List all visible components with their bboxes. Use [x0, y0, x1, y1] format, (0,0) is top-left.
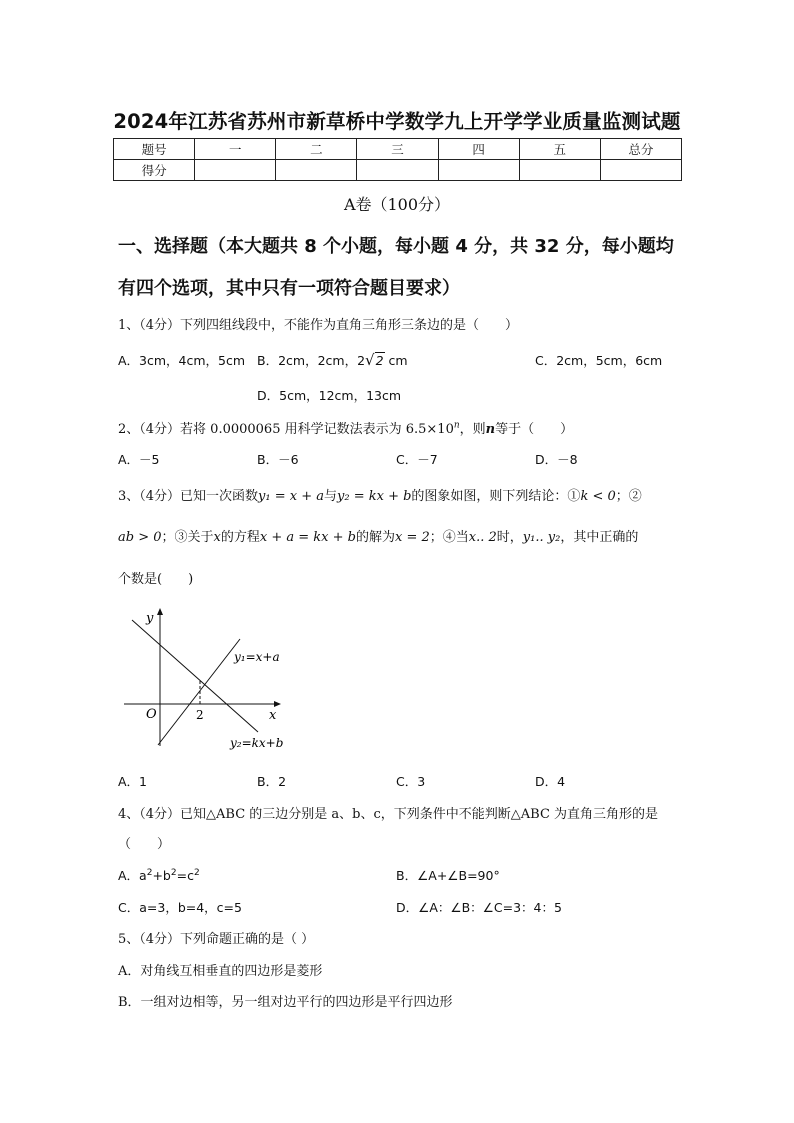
line-y1 [158, 639, 240, 745]
question-3-stem-line-2 [118, 526, 638, 545]
exponent: n [453, 420, 460, 431]
table-cell: 一 [195, 139, 276, 160]
part-heading-line-2: 有四个选项，其中只有一项符合题目要求） [118, 278, 460, 299]
y-axis-arrow [157, 608, 163, 615]
question-5-stem: 5、（4分）下列命题正确的是（ ） [118, 932, 315, 947]
page-title: 2024年江苏省苏州市新草桥中学数学九上开学学业质量监测试题 [113, 110, 681, 133]
q3-text: ，其中正确的 [560, 530, 639, 545]
conclusion-1: k < 0 [580, 489, 616, 504]
line-y2-label: y₂=kx+b [230, 736, 284, 750]
option-b-unit: cm [388, 353, 408, 368]
variable-n: n [485, 422, 496, 437]
score-input-cell[interactable] [276, 160, 357, 181]
section-heading: A卷（100分） [343, 195, 451, 214]
x-axis-arrow [274, 701, 281, 707]
question-3-option-b[interactable]: B．2 [257, 774, 287, 789]
question-1-stem: 1、（4分）下列四组线段中，不能作为直角三角形三条边的是（ ） [118, 318, 519, 333]
question-4-option-a[interactable] [118, 866, 200, 884]
question-4-stem: 4、（4分）已知△ABC 的三边分别是 a、b、c，下列条件中不能判断△ABC 为直角三角形的是 [118, 807, 659, 822]
x-axis-label: x [269, 708, 277, 723]
exponent: 2 [193, 867, 200, 878]
origin-label: O [146, 707, 157, 722]
q3-text: 3、（4分）已知一次函数 [118, 489, 259, 504]
equation-y1: y₁ = x + a [258, 489, 324, 504]
score-input-cell[interactable] [519, 160, 600, 181]
table-cell: 五 [519, 139, 600, 160]
score-input-cell[interactable] [600, 160, 681, 181]
table-cell: 总分 [600, 139, 681, 160]
question-1-option-c[interactable]: C．2cm，5cm，6cm [535, 353, 663, 368]
question-5-option-b[interactable]: B．一组对边相等，另一组对边平行的四边形是平行四边形 [118, 995, 453, 1010]
opt-text: A．a [118, 868, 147, 883]
q3-text: 与 [324, 489, 338, 504]
question-5-option-a[interactable]: A．对角线互相垂直的四边形是菱形 [118, 964, 323, 979]
question-1-option-b[interactable] [257, 351, 408, 369]
q3-text: ；② [615, 489, 642, 504]
score-table-header-row [114, 139, 682, 160]
question-4-option-b[interactable]: B．∠A+∠B=90° [396, 868, 500, 883]
table-cell: 二 [276, 139, 357, 160]
question-2-text: 2、（4分）若将 0.0000065 用科学记数法表示为 6.5×10 [118, 422, 454, 437]
q3-text: ；③关于 [161, 530, 214, 545]
q3-text: ；④当 [429, 530, 469, 545]
table-cell: 三 [357, 139, 438, 160]
y-axis-label: y [146, 611, 154, 626]
question-2-stem [118, 418, 573, 437]
score-input-cell[interactable] [357, 160, 438, 181]
table-cell: 四 [438, 139, 519, 160]
score-input-cell[interactable] [438, 160, 519, 181]
question-2-option-a[interactable]: A．－5 [118, 452, 160, 467]
score-table-score-row [114, 160, 682, 181]
conclusion-3: x + a = kx + b [259, 530, 356, 545]
equation-y2: y₂ = kx + b [337, 489, 412, 504]
opt-text: +b [152, 868, 171, 883]
exponent: 2 [146, 867, 153, 878]
question-4-option-d[interactable]: D．∠A：∠B：∠C=3：4：5 [396, 900, 562, 915]
conclusion-4: x.. 2 [468, 530, 497, 545]
question-3-option-a[interactable]: A．1 [118, 774, 148, 789]
opt-text: =c [176, 868, 194, 883]
question-3-option-d[interactable]: D．4 [535, 774, 566, 789]
score-input-cell[interactable] [195, 160, 276, 181]
question-1-option-a[interactable]: A．3cm，4cm，5cm [118, 353, 246, 368]
sqrt-radicand: 2 [375, 353, 384, 368]
q3-text: 的图象如图，则下列结论：① [411, 489, 581, 504]
table-cell: 得分 [114, 160, 195, 181]
score-table [113, 138, 682, 181]
question-4-option-c[interactable]: C．a=3，b=4，c=5 [118, 900, 242, 915]
question-3-option-c[interactable]: C．3 [396, 774, 426, 789]
question-2-text: ，则 [459, 422, 486, 437]
question-3-stem-line-3: 个数是( ) [118, 572, 194, 587]
tick-label-2: 2 [196, 708, 204, 722]
question-1-option-d[interactable]: D．5cm，12cm，13cm [257, 388, 402, 403]
table-cell: 题号 [114, 139, 195, 160]
line-y1-label: y₁=x+a [234, 650, 280, 664]
option-b-prefix: B．2cm，2cm，2 [257, 353, 366, 368]
function-graph [118, 606, 288, 751]
q3-text: 的方程 [220, 530, 260, 545]
conclusion-4b: y₁.. y₂ [522, 530, 561, 545]
conclusion-2: ab > 0 [118, 530, 162, 545]
solution-x: x = 2 [395, 530, 430, 545]
question-2-option-b[interactable]: B．－6 [257, 452, 299, 467]
question-2-option-d[interactable]: D．－8 [535, 452, 578, 467]
question-2-text: 等于（ ） [495, 422, 574, 437]
sqrt-symbol: √ [365, 351, 375, 369]
question-2-option-c[interactable]: C．－7 [396, 452, 438, 467]
part-heading-line-1: 一、选择题（本大题共 8 个小题，每小题 4 分，共 32 分，每小题均 [118, 236, 674, 257]
exponent: 2 [170, 867, 177, 878]
question-3-stem-line-1 [118, 485, 642, 504]
variable-x: x [213, 530, 221, 545]
question-4-stem-paren: （ ） [118, 837, 171, 852]
q3-text: 的解为 [355, 530, 395, 545]
q3-text: 时， [496, 530, 523, 545]
